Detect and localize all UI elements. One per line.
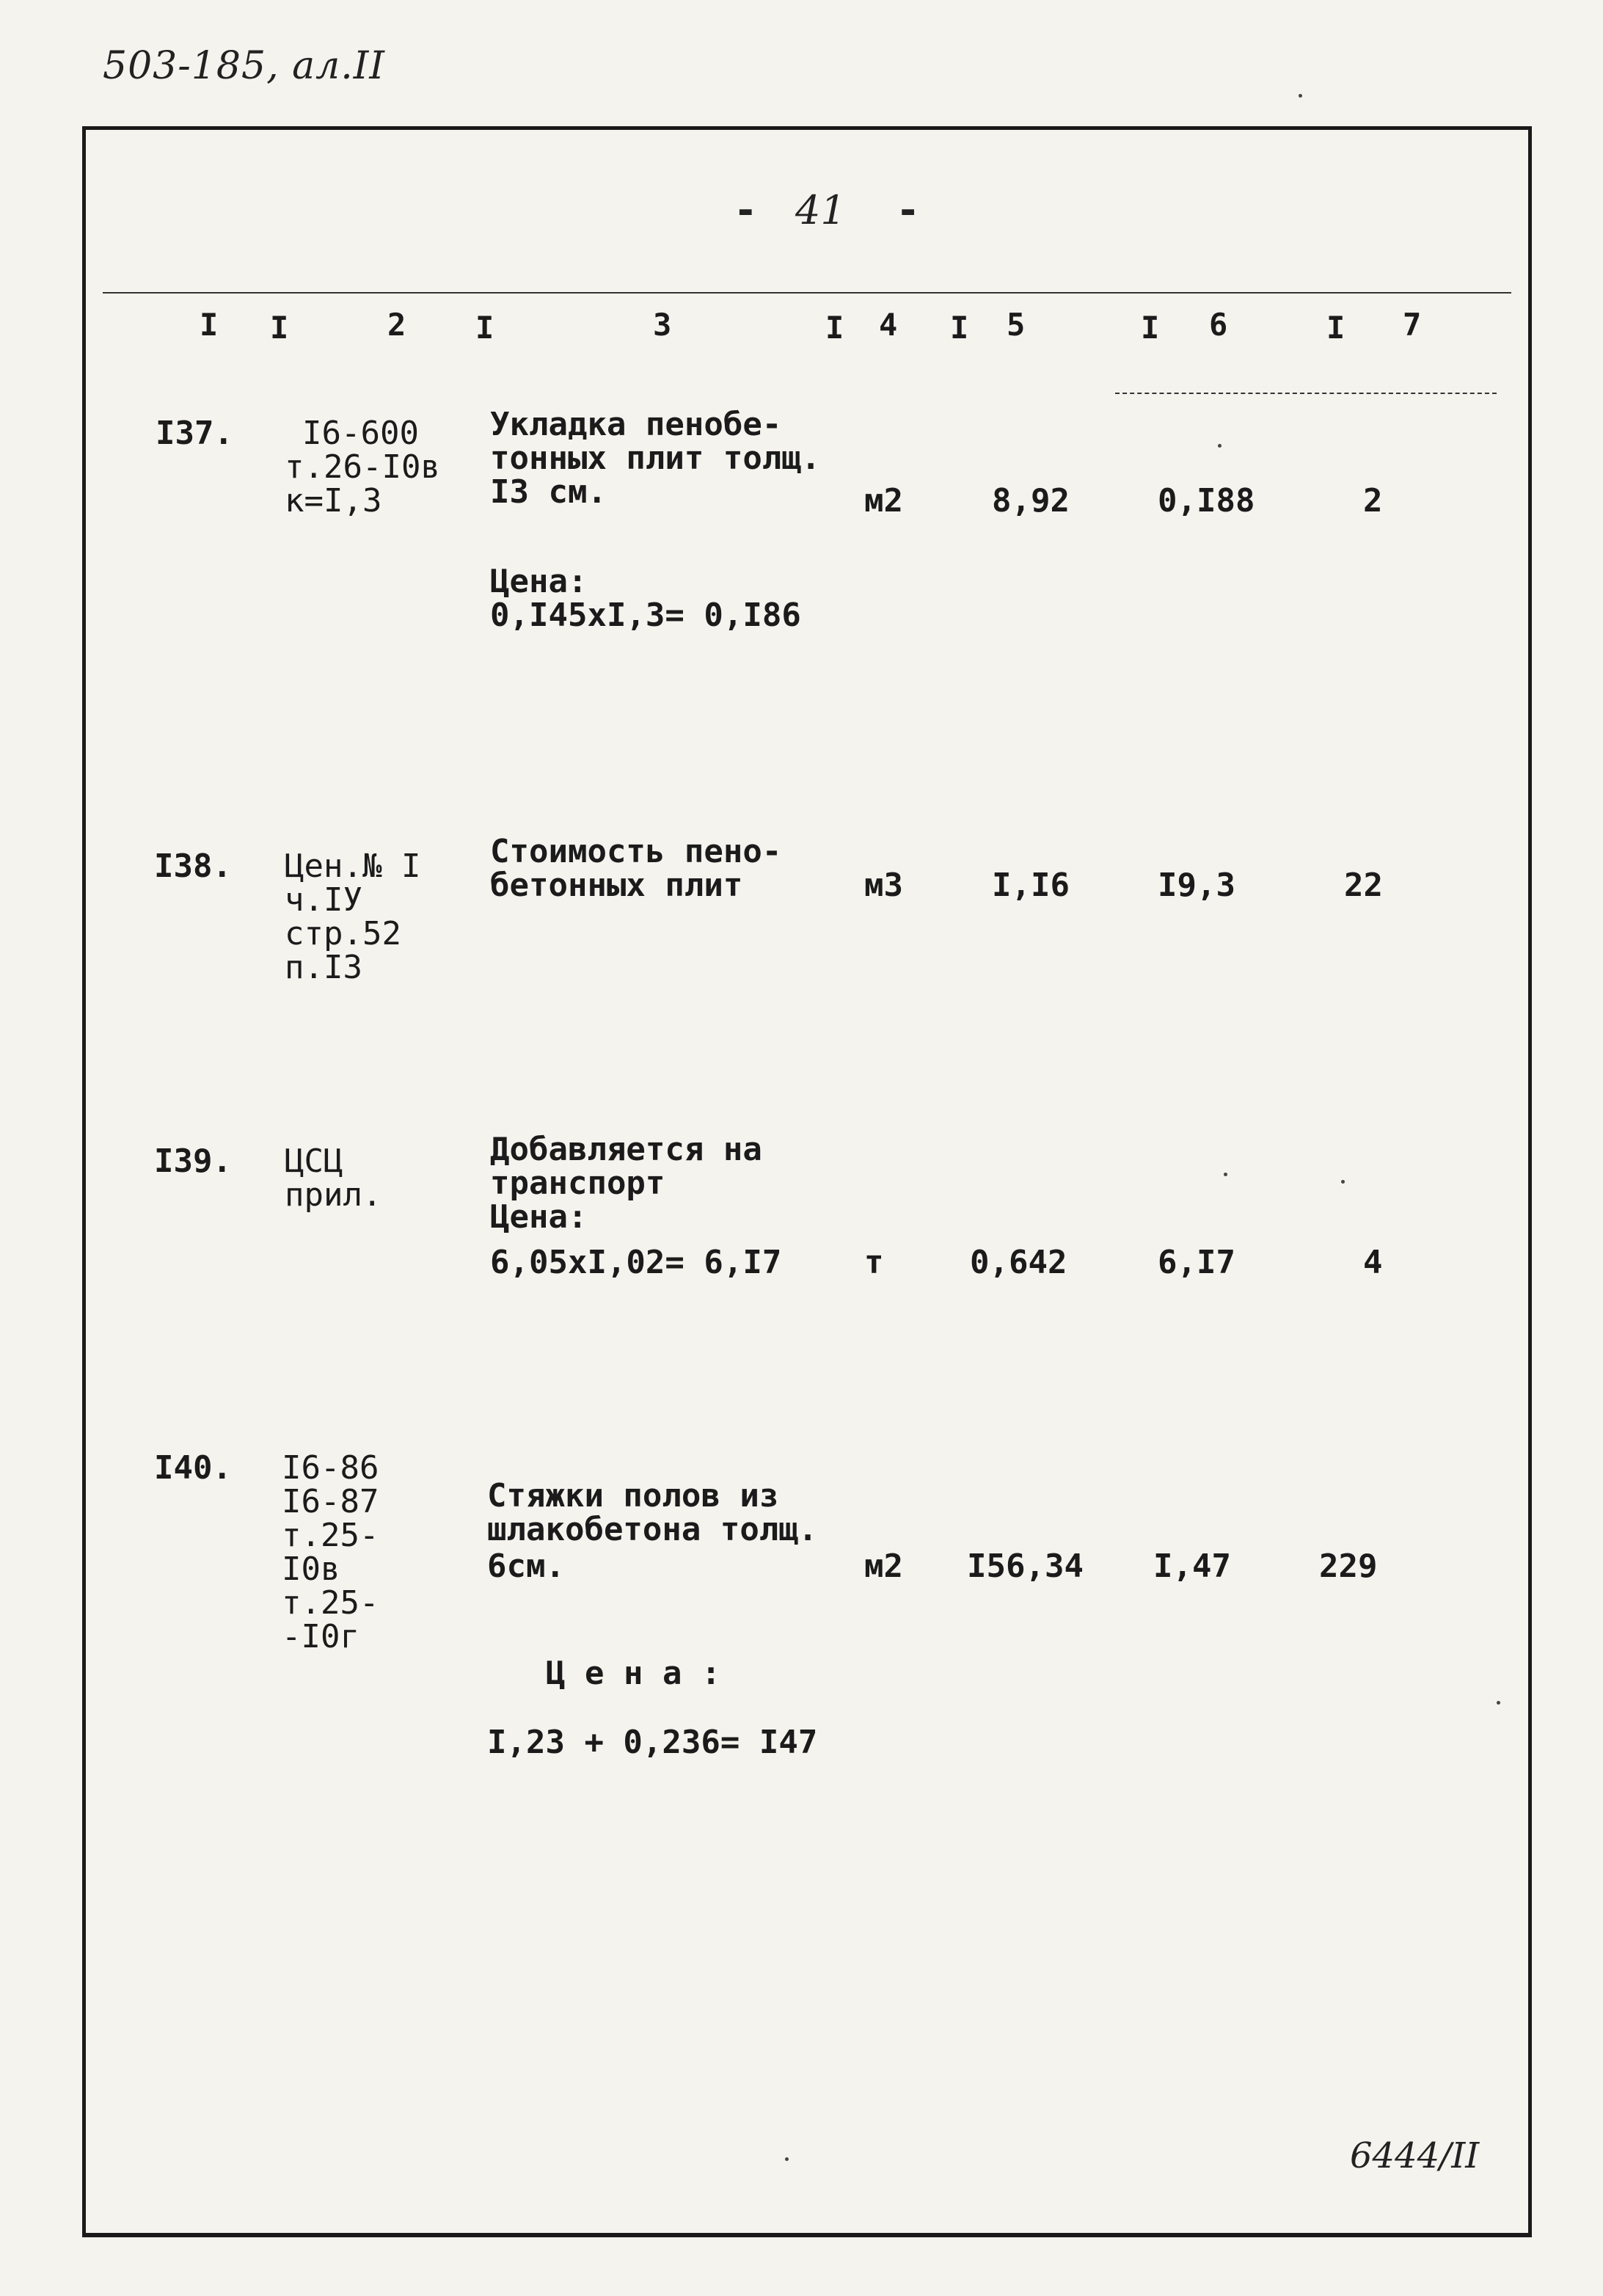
row-quantity: I,I6 (992, 867, 1070, 904)
row-desc-line: 6см. (487, 1548, 565, 1585)
row-ref-line: I6-600 (302, 415, 419, 452)
row-desc-line: шлакобетона толщ. (487, 1511, 818, 1548)
row-total: 22 (1344, 867, 1383, 904)
row-unit: м2 (864, 482, 903, 520)
row-ref-line: т.26-I0в (285, 448, 440, 486)
document-code: 6444/II (1350, 2135, 1480, 2176)
column-number-3: 3 (653, 307, 672, 343)
header-underline (1115, 393, 1497, 394)
row-ref-line: I6-86 (282, 1449, 379, 1487)
row-desc-line: Цена: (490, 1198, 588, 1236)
row-ref-line: т.25- (282, 1584, 379, 1622)
column-number-2: 2 (387, 307, 406, 343)
row-ref-line: ч.IУ (285, 881, 362, 919)
header-rule (103, 292, 1511, 294)
column-number-7: 7 (1403, 307, 1422, 343)
column-number-4: 4 (879, 307, 898, 343)
row-total: 2 (1363, 482, 1383, 520)
column-number-5: 5 (1007, 307, 1026, 343)
row-number: I38. (154, 848, 232, 885)
row-desc-line: тонных плит толщ. (490, 440, 821, 477)
row-desc-line: 6,05хI,02= 6,I7 (490, 1244, 782, 1281)
row-rate: 0,I88 (1158, 482, 1255, 520)
row-ref-line: I6-87 (282, 1483, 379, 1520)
page-number-dash-left: - (734, 187, 758, 233)
row-ref-line: I0в (282, 1550, 340, 1588)
row-desc-line: Добавляется на (490, 1131, 762, 1168)
row-ref-line: Цен.№ I (285, 848, 421, 885)
column-number-1: I (200, 307, 219, 343)
column-separator: I (1326, 310, 1345, 346)
row-desc-line: транспорт (490, 1165, 665, 1202)
row-ref-line: стр.52 (285, 915, 401, 952)
corner-note: 503-185, ал.II (103, 44, 385, 88)
column-separator: I (825, 310, 844, 346)
row-desc-line: бетонных плит (490, 867, 743, 904)
row-total: 4 (1363, 1244, 1383, 1281)
row-ref-line: п.I3 (285, 949, 362, 986)
row-quantity: I56,34 (967, 1548, 1084, 1585)
row-quantity: 8,92 (992, 482, 1070, 520)
column-separator: I (475, 310, 494, 346)
row-rate: I9,3 (1158, 867, 1235, 904)
row-price-label: Ц е н а : (546, 1655, 721, 1692)
row-unit: т (864, 1244, 884, 1281)
row-number: I40. (154, 1449, 232, 1487)
row-rate: 6,I7 (1158, 1244, 1235, 1281)
row-unit: м2 (864, 1548, 903, 1585)
row-ref-line: -I0г (282, 1618, 359, 1655)
row-ref-line: к=I,3 (285, 482, 382, 520)
scan-speck (785, 2157, 789, 2161)
scan-speck (1299, 94, 1302, 98)
row-number: I39. (154, 1142, 232, 1180)
scan-speck (1218, 444, 1222, 448)
row-ref-line: прил. (285, 1176, 382, 1214)
row-price-formula: 0,I45хI,3= 0,I86 (490, 597, 801, 634)
row-ref-line: т.25- (282, 1517, 379, 1554)
column-separator: I (950, 310, 969, 346)
row-ref-line: ЦСЦ (285, 1142, 343, 1180)
row-price-formula: I,23 + 0,236= I47 (487, 1724, 818, 1761)
column-number-6: 6 (1209, 307, 1228, 343)
scan-speck (1497, 1701, 1500, 1705)
page-number-dash-right: - (896, 187, 920, 233)
column-separator: I (270, 310, 289, 346)
row-number: I37. (156, 415, 233, 452)
row-quantity: 0,642 (970, 1244, 1067, 1281)
row-total: 229 (1319, 1548, 1378, 1585)
scan-speck (1341, 1180, 1345, 1184)
row-desc-line: Стяжки полов из (487, 1477, 779, 1515)
page-number-value: 41 (795, 187, 846, 233)
page-number (734, 187, 920, 233)
row-unit: м3 (864, 867, 903, 904)
row-rate: I,47 (1153, 1548, 1231, 1585)
row-price-label: Цена: (490, 563, 588, 600)
row-desc-line: Укладка пенобе- (490, 406, 782, 443)
row-desc-line: Стоимость пено- (490, 833, 782, 870)
column-separator: I (1141, 310, 1160, 346)
scan-speck (1224, 1173, 1227, 1176)
row-desc-line: I3 см. (490, 473, 607, 511)
